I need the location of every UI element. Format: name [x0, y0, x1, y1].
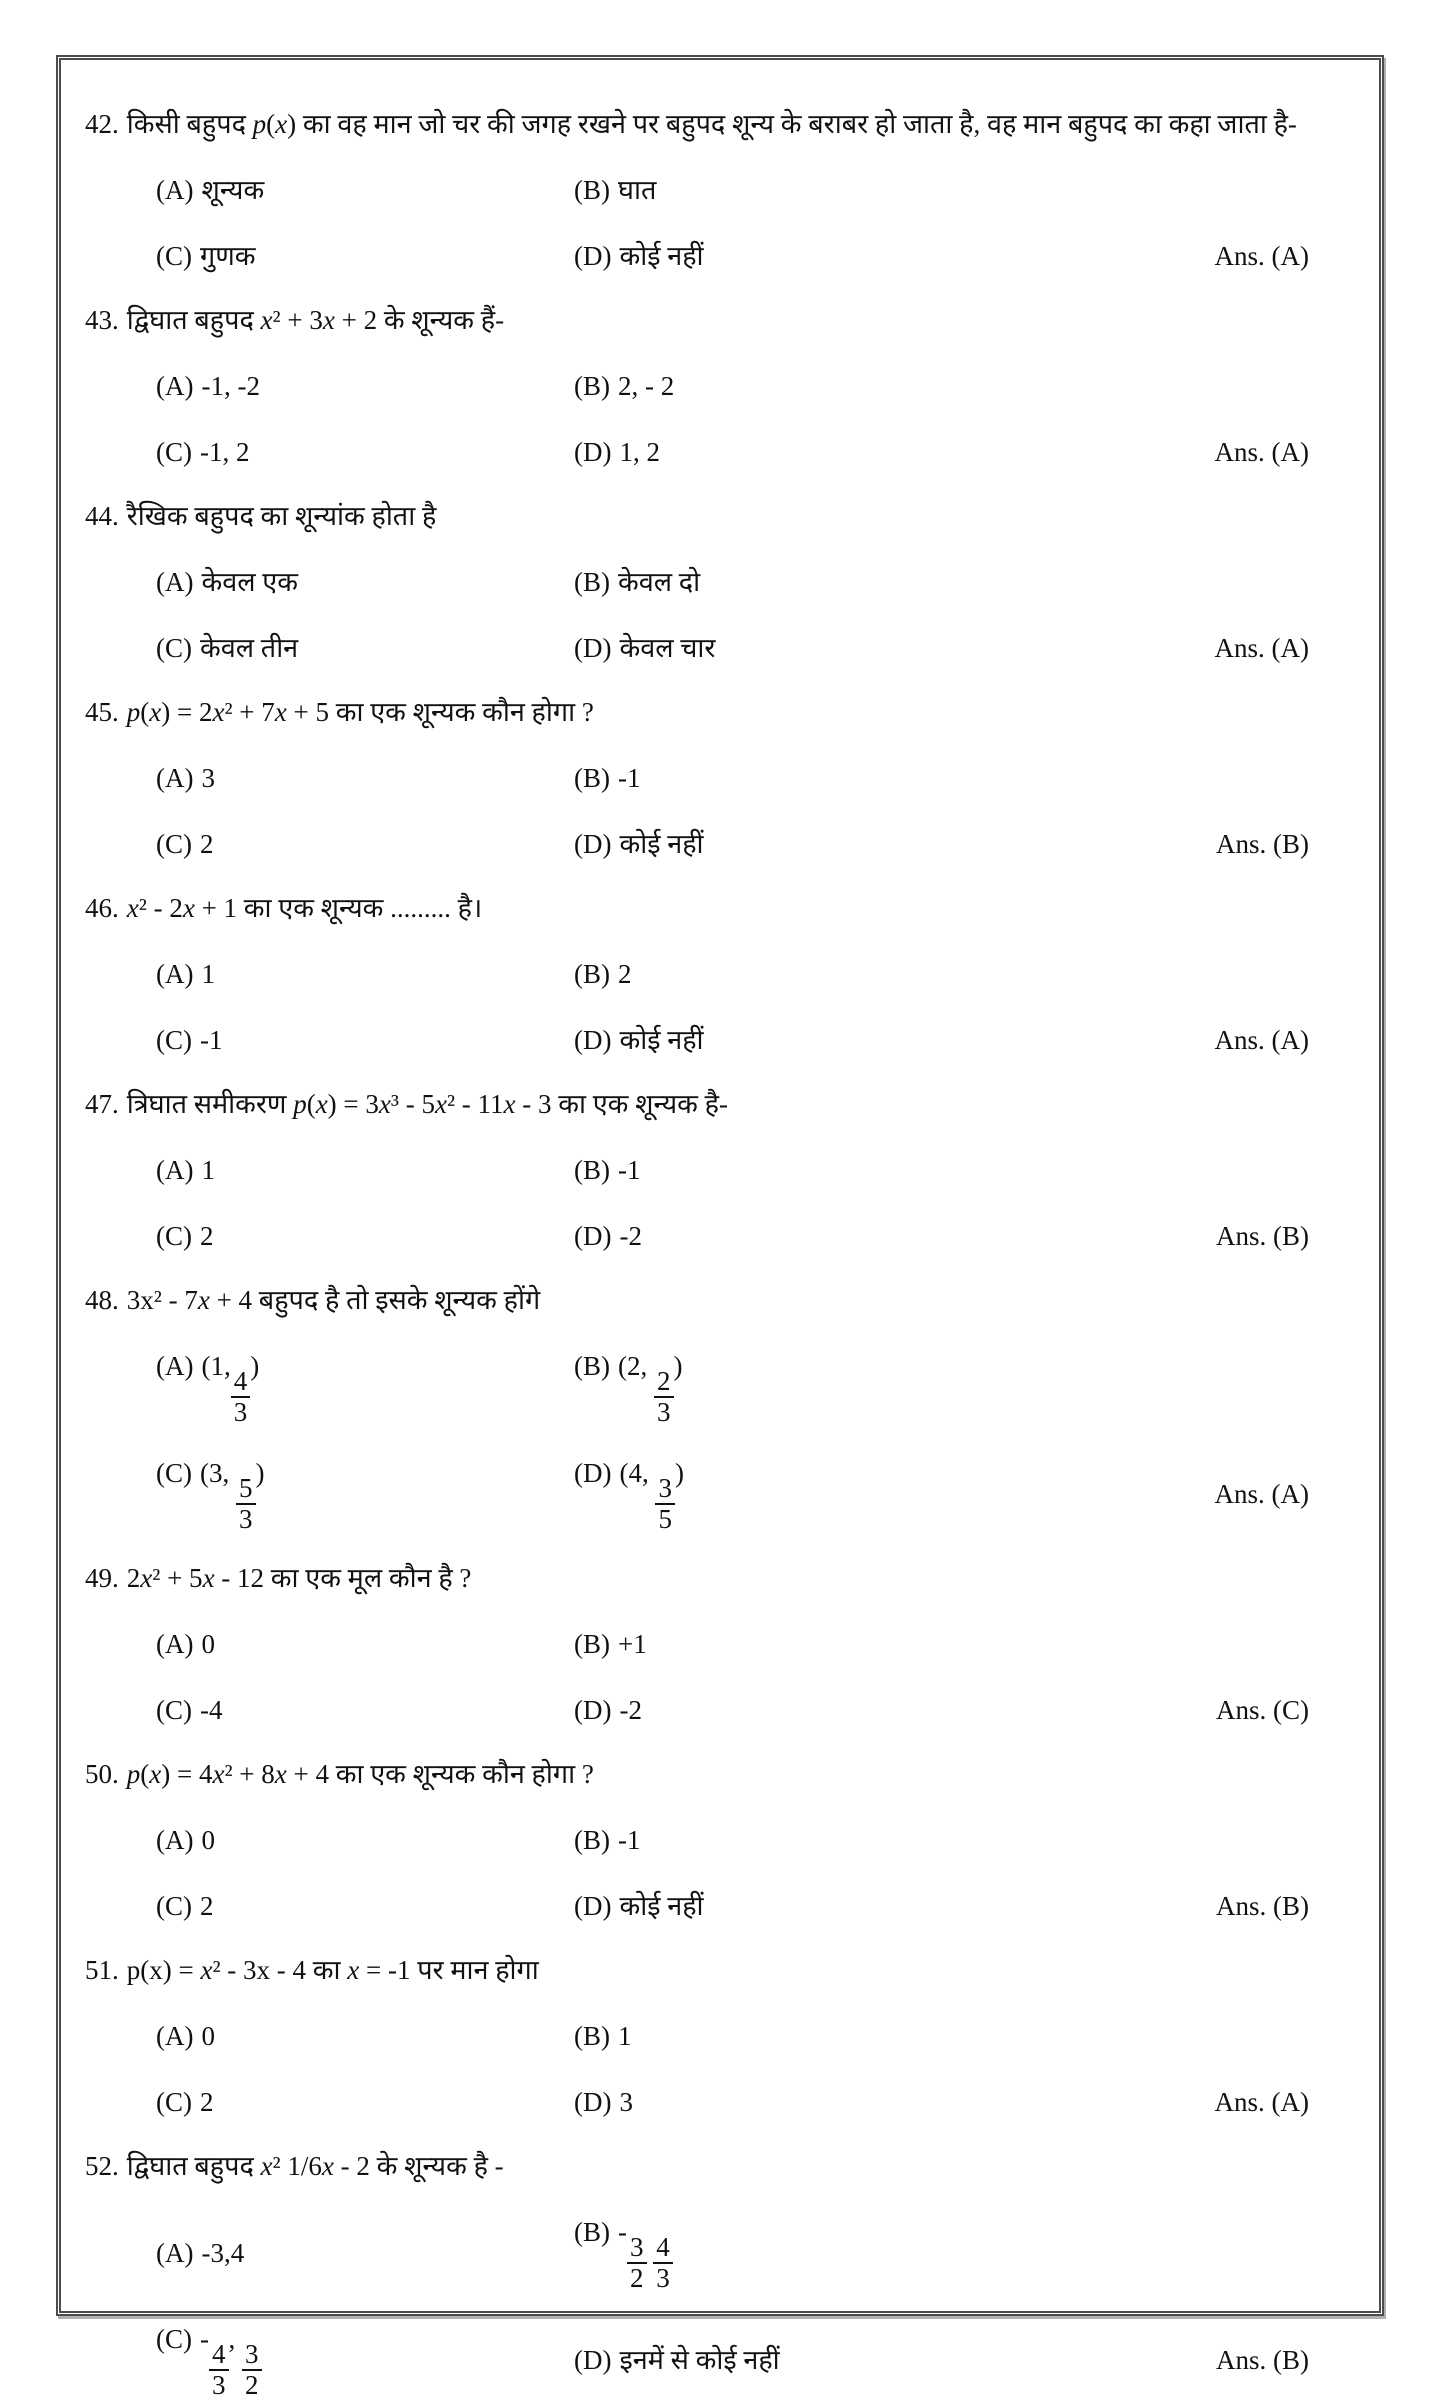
- question-block: [85, 1084, 1309, 1256]
- option-d-label: (D): [574, 1025, 612, 1055]
- option-b-text: 2: [618, 959, 632, 989]
- option-c-text: 2: [200, 2087, 214, 2118]
- option-d-text: 3: [619, 2087, 633, 2118]
- options-row-top: [85, 2212, 1309, 2293]
- question-number: 45.: [85, 697, 119, 727]
- option-a: [156, 1624, 574, 1664]
- options-row-bottom: [85, 1020, 1309, 1060]
- options-row-top: [85, 1624, 1309, 1664]
- option-a-label: (A): [156, 371, 194, 401]
- option-d: [574, 2340, 1129, 2380]
- question-text: p(x) = 2x² + 7x + 5 का एक शून्यक कौन होगा ?: [126, 697, 594, 727]
- option-a-text: 1: [201, 959, 215, 989]
- option-d-text: (4, $\frac{3}{5}$ ): [619, 1458, 684, 1535]
- option-d-label: (D): [574, 1891, 612, 1922]
- options-row-top: [85, 1346, 1309, 1427]
- answer-label: Ans. (A): [1214, 1478, 1309, 1509]
- question-text: द्विघात बहुपद x² 1/6x - 2 के शून्यक है -: [126, 2151, 504, 2182]
- option-a-text: केवल एक: [201, 567, 298, 597]
- question-statement: [85, 888, 1309, 928]
- option-d: [574, 1453, 1129, 1534]
- option-a-text: (1, $\frac{4}{3}$ ): [201, 1351, 260, 1427]
- option-d-label: (D): [574, 829, 612, 859]
- options-row-top: [85, 366, 1309, 406]
- options-row-bottom: [85, 2319, 1309, 2400]
- question-statement: [85, 1754, 1309, 1794]
- option-a-text: -1, -2: [201, 371, 260, 401]
- option-a: [156, 2233, 574, 2273]
- options-row-top: [85, 2016, 1309, 2056]
- option-a-label: (A): [156, 1351, 194, 1381]
- options-row-bottom: [85, 236, 1309, 276]
- option-d-text: -2: [619, 1695, 642, 1726]
- option-a-text: शून्यक: [201, 175, 265, 205]
- option-d-label: (D): [574, 241, 612, 271]
- option-c: [156, 1690, 574, 1730]
- option-b: [574, 1150, 1129, 1190]
- option-a: [156, 758, 574, 798]
- options-row-bottom: [85, 1453, 1309, 1534]
- option-d-label: (D): [574, 1221, 612, 1251]
- answer-label: Ans. (B): [1216, 829, 1309, 859]
- answer-label: Ans. (A): [1214, 633, 1309, 663]
- option-a-label: (A): [156, 2021, 194, 2052]
- option-c: [156, 1453, 574, 1534]
- option-a-text: 0: [201, 1629, 215, 1660]
- option-c-text: गुणक: [200, 241, 256, 271]
- option-b-text: घात: [618, 175, 657, 205]
- option-b-label: (B): [574, 567, 610, 597]
- option-c-label: (C): [156, 2087, 192, 2118]
- option-d-label: (D): [574, 2345, 612, 2376]
- option-c-label: (C): [156, 633, 192, 663]
- question-number: 44.: [85, 501, 119, 531]
- option-d: [574, 2082, 1129, 2122]
- question-block: [85, 1950, 1309, 2122]
- options-row-top: [85, 1150, 1309, 1190]
- answer-label: Ans. (C): [1216, 1695, 1309, 1726]
- option-c: [156, 236, 574, 276]
- option-c-text: -4: [200, 1695, 223, 1726]
- option-d-label: (D): [574, 1695, 612, 1726]
- options-row-bottom: [85, 1216, 1309, 1256]
- question-text: त्रिघात समीकरण p(x) = 3x³ - 5x² - 11x - 3 का एक शून्यक है-: [126, 1089, 728, 1119]
- question-text: किसी बहुपद p(x) का वह मान जो चर की जगह रखने पर बहुपद शून्य के बराबर हो जाता है, वह मान बहुपद का कहा जाता है-: [126, 109, 1297, 139]
- answer-label: Ans. (B): [1216, 1891, 1309, 1922]
- option-d: [574, 432, 1129, 472]
- question-statement: [85, 692, 1309, 732]
- option-b-text: 2, - 2: [618, 371, 675, 401]
- option-d: [574, 236, 1129, 276]
- option-c-label: (C): [156, 1025, 192, 1055]
- option-b: [574, 2016, 1129, 2056]
- option-d-text: इनमें से कोई नहीं: [619, 2345, 780, 2376]
- option-d-label: (D): [574, 2087, 612, 2118]
- option-b-text: -1: [618, 1155, 641, 1185]
- option-d-label: (D): [574, 633, 612, 663]
- options-row-top: [85, 562, 1309, 602]
- question-list: [61, 60, 1379, 2401]
- option-b-label: (B): [574, 1155, 610, 1185]
- option-b: [574, 562, 1129, 602]
- question-block: [85, 1754, 1309, 1926]
- question-text: 3x² - 7x + 4 बहुपद है तो इसके शून्यक होंगे: [126, 1285, 541, 1315]
- question-block: [85, 300, 1309, 472]
- question-block: [85, 888, 1309, 1060]
- option-b-label: (B): [574, 1825, 610, 1856]
- option-d-text: कोई नहीं: [619, 829, 704, 859]
- question-block: [85, 2146, 1309, 2400]
- question-number: 46.: [85, 893, 119, 923]
- question-block: [85, 1558, 1309, 1730]
- option-a-text: 0: [201, 2021, 215, 2052]
- page-frame: [56, 55, 1384, 2401]
- option-d: [574, 1690, 1129, 1730]
- option-c: [156, 1886, 574, 1926]
- question-text: p(x) = x² - 3x - 4 का x = -1 पर मान होगा: [126, 1955, 539, 1986]
- option-c-text: -1: [200, 1025, 223, 1055]
- option-b: [574, 758, 1129, 798]
- question-text: रैखिक बहुपद का शून्यांक होता है: [126, 501, 437, 531]
- option-c-label: (C): [156, 241, 192, 271]
- option-b-label: (B): [574, 1629, 610, 1660]
- option-b: [574, 170, 1129, 210]
- question-statement: [85, 104, 1309, 144]
- option-c-text: (3, $\frac{5}{3}$ ): [200, 1458, 265, 1535]
- option-b-text: -1: [618, 763, 641, 793]
- question-statement: [85, 1950, 1309, 1990]
- option-b: [574, 366, 1129, 406]
- options-row-bottom: [85, 432, 1309, 472]
- option-a: [156, 366, 574, 406]
- option-a-text: 1: [201, 1155, 215, 1185]
- options-row-top: [85, 954, 1309, 994]
- options-row-bottom: [85, 1690, 1309, 1730]
- options-row-bottom: [85, 2082, 1309, 2122]
- option-c: [156, 824, 574, 864]
- question-block: [85, 104, 1309, 276]
- option-c-text: 2: [200, 829, 214, 859]
- option-a-label: (A): [156, 959, 194, 989]
- question-statement: [85, 496, 1309, 536]
- option-b-text: (2, $\frac{2}{3}$ ): [618, 1351, 683, 1427]
- option-b-text: -1: [618, 1825, 641, 1856]
- option-c-text: 2: [200, 1221, 214, 1251]
- answer-label: Ans. (B): [1216, 1221, 1309, 1251]
- option-c-label: (C): [156, 2324, 192, 2355]
- option-b: [574, 2212, 1129, 2293]
- question-block: [85, 496, 1309, 668]
- answer-label: Ans. (A): [1214, 241, 1309, 271]
- option-a-text: 0: [201, 1825, 215, 1856]
- option-b-text: 1: [618, 2021, 632, 2052]
- option-a-label: (A): [156, 763, 194, 793]
- option-a-text: 3: [201, 763, 215, 793]
- question-statement: [85, 1558, 1309, 1598]
- option-a-text: -3,4: [201, 2237, 245, 2268]
- option-d: [574, 1216, 1129, 1256]
- option-b: [574, 1346, 1129, 1427]
- question-statement: [85, 2146, 1309, 2186]
- question-number: 49.: [85, 1563, 119, 1594]
- option-a: [156, 1150, 574, 1190]
- option-c-label: (C): [156, 437, 192, 467]
- option-d-text: केवल चार: [619, 633, 716, 663]
- option-c: [156, 432, 574, 472]
- options-row-bottom: [85, 824, 1309, 864]
- question-number: 50.: [85, 1759, 119, 1790]
- option-b: [574, 1820, 1129, 1860]
- option-b-label: (B): [574, 2021, 610, 2052]
- option-c-label: (C): [156, 1458, 192, 1489]
- option-c-label: (C): [156, 1221, 192, 1251]
- answer-label: Ans. (A): [1214, 437, 1309, 467]
- option-d-text: कोई नहीं: [619, 1025, 704, 1055]
- option-b: [574, 954, 1129, 994]
- option-d-label: (D): [574, 437, 612, 467]
- answer-label: Ans. (A): [1214, 2087, 1309, 2118]
- option-b-label: (B): [574, 959, 610, 989]
- question-statement: [85, 300, 1309, 340]
- option-a: [156, 1820, 574, 1860]
- option-a-label: (A): [156, 1825, 194, 1856]
- answer-label: Ans. (A): [1214, 1025, 1309, 1055]
- question-number: 47.: [85, 1089, 119, 1119]
- options-row-top: [85, 758, 1309, 798]
- option-a: [156, 562, 574, 602]
- option-c: [156, 1020, 574, 1060]
- option-d: [574, 1886, 1129, 1926]
- option-c-text: - $\frac{4}{3}$ , $\frac{3}{2}$: [200, 2324, 262, 2354]
- option-c-text: केवल तीन: [200, 633, 299, 663]
- option-c: [156, 628, 574, 668]
- question-number: 43.: [85, 305, 119, 335]
- question-number: 48.: [85, 1285, 119, 1315]
- option-b-text: केवल दो: [618, 567, 701, 597]
- question-text: x² - 2x + 1 का एक शून्यक ......... है।: [126, 893, 483, 923]
- option-b-label: (B): [574, 763, 610, 793]
- option-a-label: (A): [156, 2237, 194, 2268]
- question-number: 52.: [85, 2151, 119, 2182]
- option-c: [156, 2082, 574, 2122]
- option-d-label: (D): [574, 1458, 612, 1489]
- option-a: [156, 2016, 574, 2056]
- option-c-label: (C): [156, 1891, 192, 1922]
- question-block: [85, 692, 1309, 864]
- options-row-bottom: [85, 628, 1309, 668]
- option-d-text: -2: [619, 1221, 642, 1251]
- question-statement: [85, 1280, 1309, 1320]
- option-a: [156, 170, 574, 210]
- option-d: [574, 824, 1129, 864]
- option-d: [574, 1020, 1129, 1060]
- option-a: [156, 954, 574, 994]
- option-c-label: (C): [156, 1695, 192, 1726]
- question-statement: [85, 1084, 1309, 1124]
- option-a-label: (A): [156, 175, 194, 205]
- option-b-label: (B): [574, 2217, 610, 2248]
- option-a-label: (A): [156, 567, 194, 597]
- option-c: [156, 1216, 574, 1256]
- option-a: [156, 1346, 574, 1427]
- option-c-label: (C): [156, 829, 192, 859]
- option-a-label: (A): [156, 1155, 194, 1185]
- question-text: 2x² + 5x - 12 का एक मूल कौन है ?: [126, 1563, 472, 1594]
- option-c-text: 2: [200, 1891, 214, 1922]
- option-d-text: 1, 2: [619, 437, 660, 467]
- question-text: द्विघात बहुपद x² + 3x + 2 के शून्यक हैं-: [126, 305, 505, 335]
- option-d: [574, 628, 1129, 668]
- question-number: 42.: [85, 109, 119, 139]
- option-b: [574, 1624, 1129, 1664]
- question-block: [85, 1280, 1309, 1534]
- option-a-label: (A): [156, 1629, 194, 1660]
- option-d-text: कोई नहीं: [619, 1891, 704, 1922]
- option-c: [156, 2319, 574, 2400]
- options-row-top: [85, 170, 1309, 210]
- options-row-top: [85, 1820, 1309, 1860]
- option-d-text: कोई नहीं: [619, 241, 704, 271]
- question-number: 51.: [85, 1955, 119, 1986]
- question-text: p(x) = 4x² + 8x + 4 का एक शून्यक कौन होगा ?: [126, 1759, 594, 1790]
- options-row-bottom: [85, 1886, 1309, 1926]
- option-b-label: (B): [574, 371, 610, 401]
- option-b-text: - $\frac{3}{2}$ $\frac{4}{3}$: [618, 2217, 673, 2247]
- option-b-text: +1: [618, 1629, 647, 1660]
- option-b-label: (B): [574, 175, 610, 205]
- answer-label: Ans. (B): [1216, 2345, 1309, 2376]
- option-c-text: -1, 2: [200, 437, 250, 467]
- option-b-label: (B): [574, 1351, 610, 1381]
